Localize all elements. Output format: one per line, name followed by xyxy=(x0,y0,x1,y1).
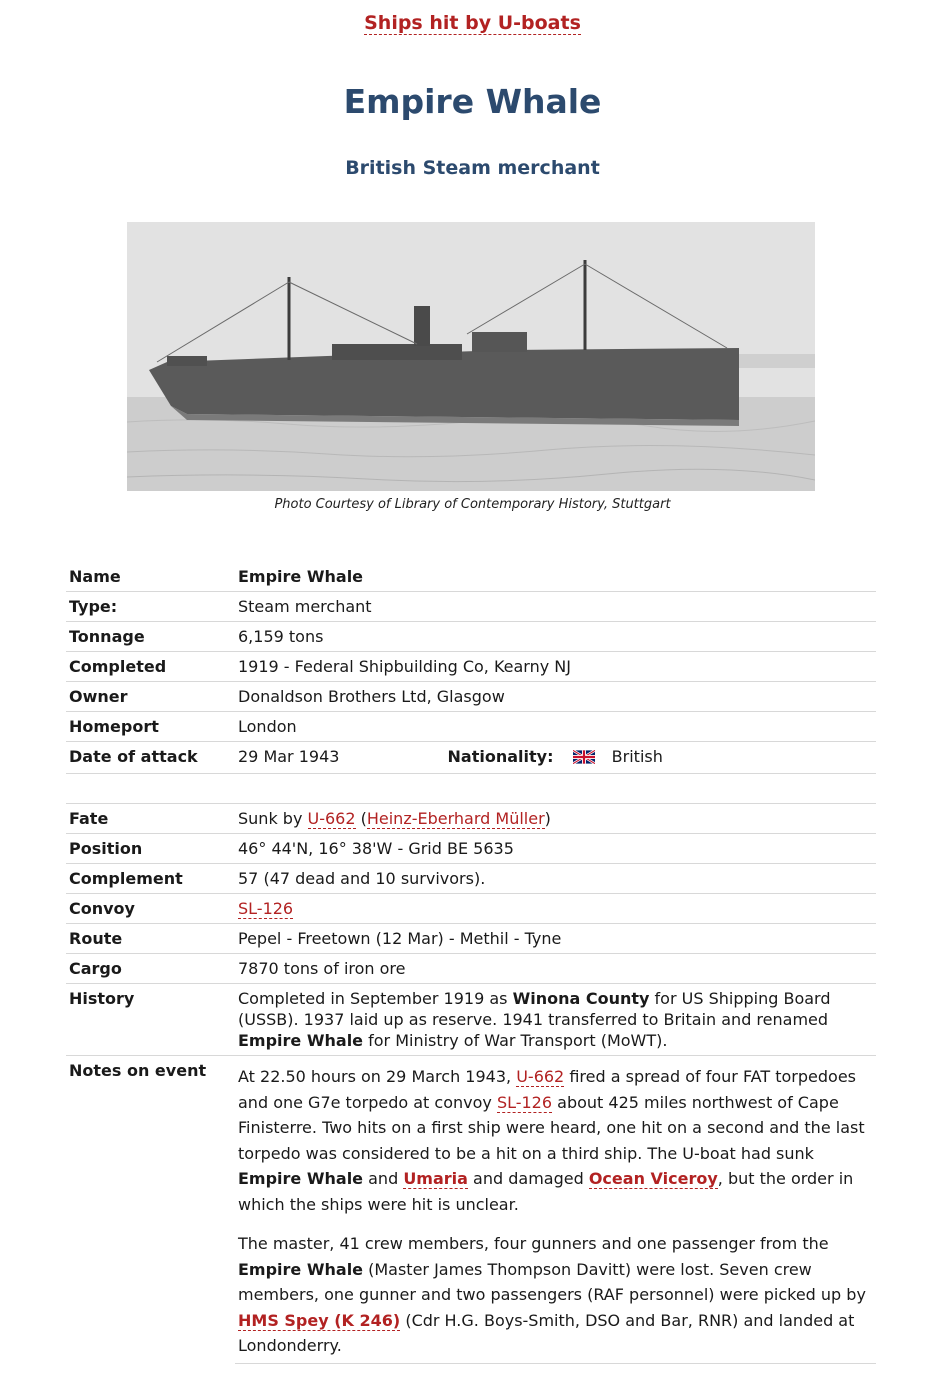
fate-close-paren: ) xyxy=(544,809,551,828)
history-text-1: Completed in September 1919 as xyxy=(238,989,513,1008)
position-value: 46° 44'N, 16° 38'W - Grid BE 5635 xyxy=(235,834,876,864)
fate-value xyxy=(235,804,876,834)
ship-illustration xyxy=(127,222,815,491)
route-value: Pepel - Freetown (12 Mar) - Methil - Tyne xyxy=(235,924,876,954)
name-label: Name xyxy=(66,562,235,592)
row-homeport xyxy=(66,712,876,742)
cargo-value: 7870 tons of iron ore xyxy=(235,954,876,984)
nationality-label: Nationality: xyxy=(447,747,554,766)
notes-convoy-link[interactable]: SL-126 xyxy=(496,1092,553,1112)
ocean-viceroy-link[interactable]: Ocean Viceroy xyxy=(588,1169,718,1188)
spacer-cell-left xyxy=(66,774,235,804)
notes-p1-text-6: , but the order in which the ships were hit is unclear. xyxy=(238,1169,854,1214)
row-position xyxy=(66,834,876,864)
fate-prefix: Sunk by xyxy=(238,809,308,828)
row-convoy xyxy=(66,894,876,924)
notes-p1-text-2: fired a spread of four FAT torpedoes and one G7e torpedo at convoy xyxy=(238,1067,857,1112)
notes-value xyxy=(235,1056,876,1364)
nationality-value: British xyxy=(611,747,663,766)
ships-hit-link[interactable]: Ships hit by U-boats xyxy=(364,12,581,34)
notes-paragraph-2 xyxy=(238,1231,873,1359)
cargo-label: Cargo xyxy=(66,954,235,984)
complement-value: 57 (47 dead and 10 survivors). xyxy=(235,864,876,894)
spacer-cell-right xyxy=(235,774,876,804)
row-complement xyxy=(66,864,876,894)
row-type xyxy=(66,592,876,622)
name-value: Empire Whale xyxy=(235,562,876,592)
row-date-of-attack xyxy=(66,742,876,774)
owner-label: Owner xyxy=(66,682,235,712)
notes-p1-text-3: about 425 miles northwest of Cape Finisterre. Two hits on a first ship were heard, one hit on a second and the last torpedo was considered to be a hit on a third ship. The U-boat had sunk xyxy=(238,1092,865,1163)
row-cargo xyxy=(66,954,876,984)
notes-p1-text-5: and damaged xyxy=(467,1169,589,1188)
attack-cell xyxy=(235,742,876,774)
history-label: History xyxy=(66,984,235,1056)
notes-p2-text-1: The master, 41 crew members, four gunners and one passenger from the xyxy=(238,1234,829,1253)
convoy-label: Convoy xyxy=(66,894,235,924)
uk-flag-icon xyxy=(573,748,595,769)
history-new-name: Empire Whale xyxy=(238,1031,364,1050)
notes-p1-text-4: and xyxy=(363,1169,404,1188)
u662-link[interactable]: U-662 xyxy=(307,809,356,828)
top-nav xyxy=(0,12,945,34)
row-tonnage xyxy=(66,622,876,652)
notes-label: Notes on event xyxy=(69,1061,207,1080)
homeport-value: London xyxy=(235,712,876,742)
position-label: Position xyxy=(66,834,235,864)
notes-p2-text-3: (Cdr H.G. Boys-Smith, DSO and Bar, RNR) and landed at Londonderry. xyxy=(238,1310,855,1355)
convoy-cell xyxy=(235,894,876,924)
notes-p1-text-1: At 22.50 hours on 29 March 1943, xyxy=(238,1067,517,1086)
fate-open-paren: ( xyxy=(355,809,367,828)
tonnage-label: Tonnage xyxy=(66,622,235,652)
attack-value: 29 Mar 1943 xyxy=(238,747,340,766)
hms-spey-link[interactable]: HMS Spey (K 246) xyxy=(238,1310,401,1330)
completed-label: Completed xyxy=(66,652,235,682)
convoy-link[interactable]: SL-126 xyxy=(238,899,294,918)
ship-details-table xyxy=(66,562,876,1364)
table-spacer xyxy=(66,774,876,804)
notes-p1-ship-name: Empire Whale xyxy=(238,1169,364,1188)
row-completed xyxy=(66,652,876,682)
row-notes xyxy=(66,1056,876,1364)
notes-p2-ship-name: Empire Whale xyxy=(238,1259,364,1279)
history-text-2: for US Shipping Board (USSB). 1937 laid up as reserve. 1941 transferred to Britain and renamed xyxy=(238,989,831,1029)
ship-photo xyxy=(127,222,815,491)
notes-p2-text-2: (Master James Thompson Davitt) were lost. Seven crew members, one gunner and two passengers (RAF personnel) were picked up by xyxy=(238,1259,866,1304)
commander-link[interactable]: Heinz-Eberhard Müller xyxy=(366,809,545,828)
attack-label: Date of attack xyxy=(66,742,235,774)
row-route xyxy=(66,924,876,954)
row-fate xyxy=(66,804,876,834)
row-name xyxy=(66,562,876,592)
homeport-label: Homeport xyxy=(66,712,235,742)
row-owner xyxy=(66,682,876,712)
row-history xyxy=(66,984,876,1056)
fate-label: Fate xyxy=(66,804,235,834)
umaria-link[interactable]: Umaria xyxy=(403,1169,468,1188)
tonnage-value: 6,159 tons xyxy=(235,622,876,652)
page-title: Empire Whale xyxy=(343,82,602,121)
notes-u662-link[interactable]: U-662 xyxy=(516,1067,565,1086)
owner-value: Donaldson Brothers Ltd, Glasgow xyxy=(235,682,876,712)
notes-paragraph-1 xyxy=(238,1064,873,1217)
complement-label: Complement xyxy=(66,864,235,894)
type-label: Type: xyxy=(66,592,235,622)
completed-value: 1919 - Federal Shipbuilding Co, Kearny NJ xyxy=(235,652,876,682)
photo-caption: Photo Courtesy of Library of Contemporary History, Stuttgart xyxy=(274,497,671,512)
history-text-3: for Ministry of War Transport (MoWT). xyxy=(363,1031,668,1050)
type-value: Steam merchant xyxy=(235,592,876,622)
history-former-name: Winona County xyxy=(512,989,650,1008)
history-value xyxy=(235,984,876,1056)
route-label: Route xyxy=(66,924,235,954)
page-subtitle: British Steam merchant xyxy=(345,157,600,179)
